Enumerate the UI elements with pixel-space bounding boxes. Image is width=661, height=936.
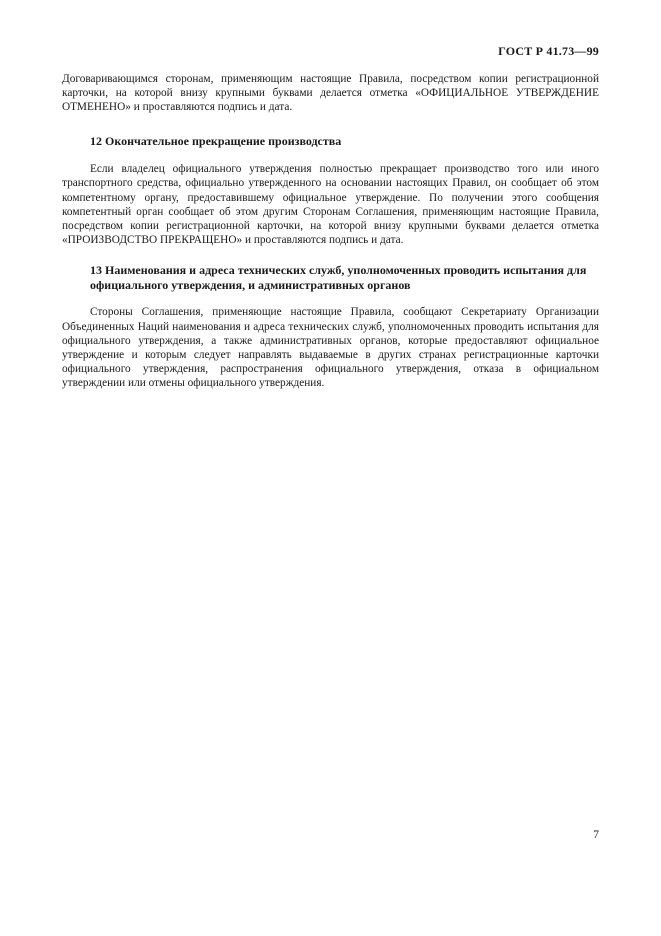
intro-paragraph: Договаривающимся сторонам, применяющим настоящие Правила, посредством копии регистрационной карточки, на которой внизу крупными буквами делается отметка «ОФИЦИАЛЬНОЕ УТВЕРЖДЕНИЕ ОТМЕНЕНО» и проставляются подпись и дата. [62, 73, 599, 114]
page-number: 7 [593, 829, 599, 841]
section-12-heading: 12 Окончательное прекращение производства [90, 133, 342, 148]
document-body [62, 72, 599, 391]
document-code: ГОСТ Р 41.73—99 [498, 44, 599, 58]
section-13-paragraph: Стороны Соглашения, применяющие настоящие Правила, сообщают Секретариату Организации Объединенных Наций наименования и адреса технических служб, уполномоченных проводить испытания для официального утверждения, а также административных органов, которые предоставляют официальное утверждение и которым следует направлять выдаваемые в других странах регистрационные карточки официального утверждения, распространения официального утверждения, отказа в официальном утверждении или отмены официального утверждения. [62, 306, 599, 390]
section-13-heading: 13 Наименования и адреса технических служб, уполномоченных проводить испытания для официального утверждения, и административных органов [90, 263, 587, 292]
section-12-paragraph: Если владелец официального утверждения полностью прекращает производство того или иного транспортного средства, официально утвержденного на основании настоящих Правил, он сообщает об этом компетентному органу, предоставившему официальное утверждение. По получении этого сообщения компетентный орган сообщает об этом другим Сторонам Соглашения, применяющим настоящие Правила, посредством копии регистрационной карточки, на которой внизу крупными буквами делается отметка «ПРОИЗВОДСТВО ПРЕКРАЩЕНО» и проставляются подпись и дата. [62, 163, 599, 247]
